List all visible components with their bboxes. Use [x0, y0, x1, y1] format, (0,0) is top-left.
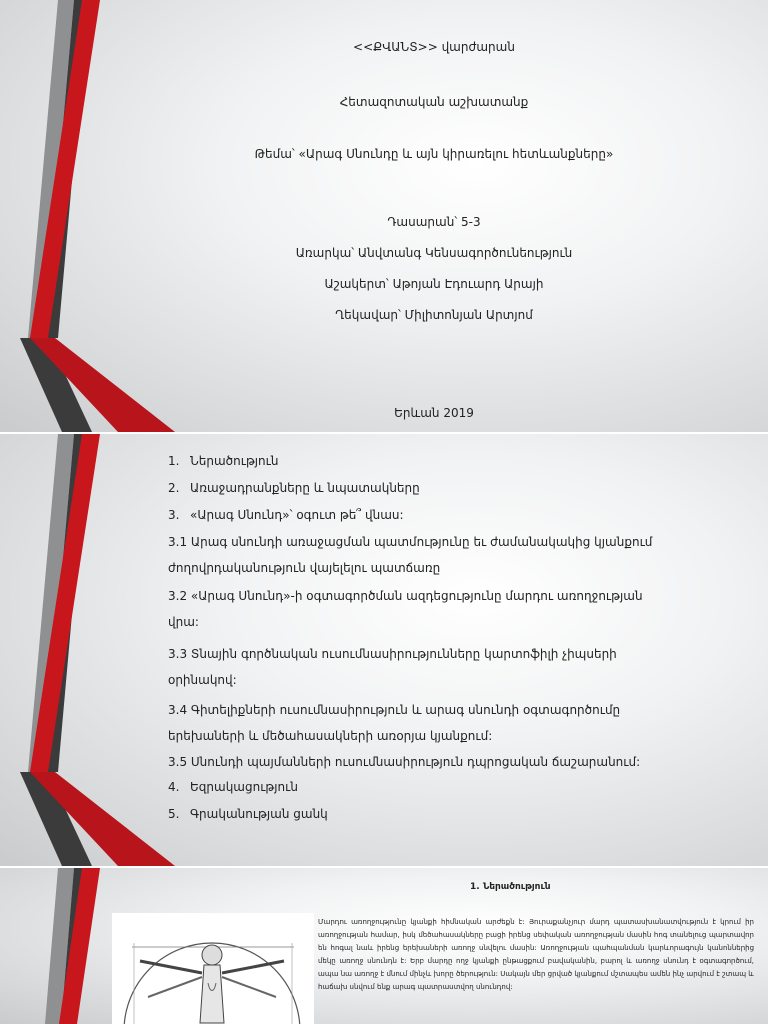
list-item: 3.4 Գիտելիքների ուսումնասիրություն և արագ սնունդի օգտագործումը	[168, 703, 621, 717]
list-item: 3. «Արագ Սնունդ»՝ օգուտ թե՞ վնաս:	[168, 508, 404, 522]
list-item: 3.1 Արագ սնունդի առաջացման պատմությունը եւ ժամանակակից կյանքում	[168, 535, 653, 549]
list-item: 3.2 «Արագ Սնունդ»-ի օգտագործման ազդեցությունը մարդու առողջության	[168, 589, 643, 603]
list-item: վրա:	[168, 615, 199, 629]
list-item: 3.3 Տնային գործնական ուսումնասիրությունները կարտոֆիլի չիպսերի	[168, 647, 617, 661]
list-item: 4. Եզրակացություն	[168, 780, 298, 794]
list-item: 2. Առաջադրանքները և նպատակները	[168, 481, 420, 495]
list-item: երեխաների և մեծահասակների առօրյա կյանքում:	[168, 729, 493, 743]
introduction-text: Մարդու առողջությունը կյանքի հիմնական արժեքն է: Յուրաքանչյուր մարդ պատասխանատվություն է կրում իր առողջության համար, իսկ մեծահասակները բացի իրենց սեփական առողջության մասին հոգ տանելուց պարտավոր են հոգալ նաև իրենց երեխաների առողջ սնվելու մասին: Առողջության պահպանման կարևորագույն կանոններից մեկը առողջ սնունդն է: Երբ մարդը ողջ կյանքի ընթացքում բավականին, բարոլ և առողջ սնունդ է օգտագործում, ապա նա առողջ է մնում մինչև խորը ծերություն: Սակայն մեր ցրված կյանքում մշտապես ամեն ինչ արվում է շտապ և հաճախ սնվում ենք արագ պատրաստվող սնունդով:	[318, 918, 754, 991]
list-item: 3.5 Սնունդի պայմանների ուսումնասիրություն դպրոցական ճաշարանում:	[168, 755, 641, 769]
vitruvian-man-image	[112, 913, 314, 1024]
contents-slide	[0, 434, 768, 866]
list-item: ժողովրդականություն վայելելու պատճառը	[168, 561, 441, 575]
section-heading: 1. Ներածություն	[470, 882, 551, 892]
list-item: 5. Գրականության ցանկ	[168, 807, 328, 821]
introduction-slide	[0, 868, 768, 1024]
city-year: Երևան 2019	[394, 406, 474, 420]
decorative-stripes	[0, 434, 175, 866]
topic: Թեմա՝ «Արագ Սնունդը և այն կիրառելու հետևանքները»	[254, 147, 614, 161]
supervisor: Ղեկավար՝ Միլիտոնյան Արտյոմ	[335, 308, 533, 322]
list-item: 1. Ներածություն	[168, 454, 279, 468]
title-slide	[0, 0, 768, 432]
work-type: Հետազոտական աշխատանք	[339, 95, 529, 109]
subject: Առարկա՝ Անվտանգ Կենսագործունեություն	[295, 246, 573, 260]
decorative-stripes	[0, 868, 120, 1024]
vitruvian-man-icon	[112, 913, 314, 1024]
school-name: <<ՔՎԱՆՏ>> վարժարան	[353, 40, 515, 54]
student: Աշակերտ՝ Աթոյան Էդուարդ Արայի	[324, 277, 544, 291]
list-item: օրինակով:	[168, 673, 237, 687]
grade: Դասարան՝ 5-3	[387, 215, 481, 229]
